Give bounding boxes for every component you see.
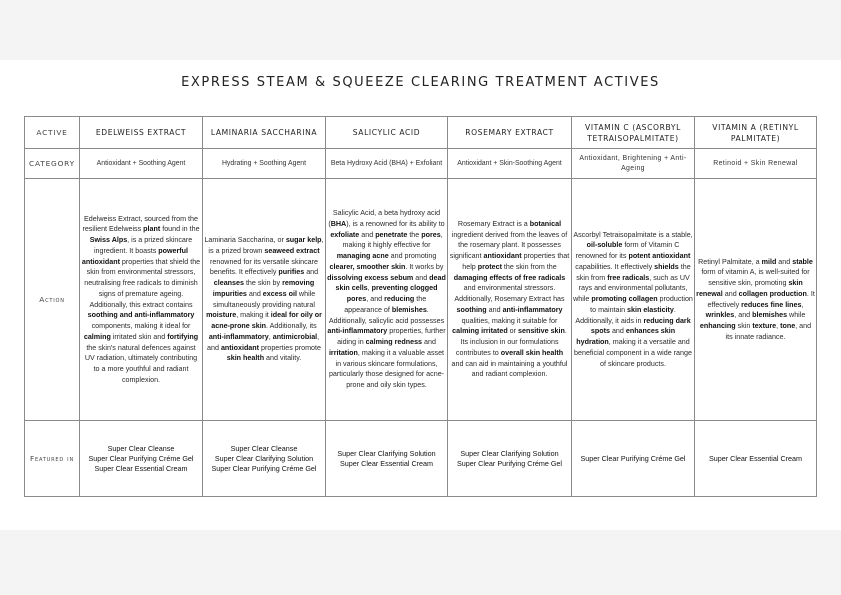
highlighted-term: Swiss Alps [89,236,128,244]
action-cell: Rosemary Extract is a botanical ingredient derived from the leaves of the rosemary plant. It possesses significant antioxidant properties that help protect the skin from the damaging effects of free radicals and environmental stressors. Additionally, Rosemary Extract has soothing and anti-inflammatory qualities, making it suitable for calming irritated or sensitive skin. Its inclusion in our formulations contributes to overall skin health and can aid in maintaining a youthful and radiant complexion. [448,179,572,421]
highlighted-term: reducing dark spots [590,316,691,336]
row-label-active: ACTIVE [25,117,80,149]
highlighted-term: moisture [206,311,237,320]
highlighted-term: antioxidant [220,343,260,352]
page-title: EXPRESS STEAM & SQUEEZE CLEARING TREATMENT ACTIVES [181,75,660,90]
highlighted-term: clearer, smoother skin [329,262,406,271]
highlighted-term: overall skin health [500,348,564,357]
highlighted-term: irritation [328,348,358,357]
column-header: EDELWEISS EXTRACT [80,117,203,149]
highlighted-term: antioxidant [483,252,522,261]
highlighted-term: removing impurities [212,279,315,298]
product-name: Super Clear Essential Cream [708,453,803,463]
highlighted-term: calming [83,332,111,341]
action-cell: Laminaria Saccharina, or sugar kelp, is a prized brown seaweed extract renowned for its versatile skincare benefits. It effectively purifies and cleanses the skin by removing impurities and excess oil while simultaneously providing natural moisture, making it ideal for oily or acne-prone skin. Additionally, its anti-inflammatory, antimicrobial, and antioxidant properties promote skin health and vitality. [203,179,326,421]
highlighted-term: blemishes [391,305,427,314]
highlighted-term: reducing [384,295,415,304]
product-name: Super Clear Clarifying Solution [460,448,559,458]
featured-cell [572,421,695,497]
product-name: Super Clear Purifying Créme Gel [211,463,317,473]
highlighted-term: BHA [330,219,347,228]
category-row [25,149,817,179]
category-cell: Antioxidant + Skin-Soothing Agent [448,149,572,179]
product-name: Super Clear Essential Cream [339,458,434,468]
highlighted-term: texture [752,322,777,330]
highlighted-term: anti-inflammatory [208,332,269,341]
category-cell: Antioxidant + Soothing Agent [80,149,203,179]
highlighted-term: enhances skin hydration [576,327,676,347]
highlighted-term: purifies [278,268,305,277]
row-label-category: CATEGORY [25,149,80,179]
highlighted-term: enhancing [699,322,736,330]
highlighted-term: exfoliate [330,230,360,239]
product-name: Super Clear Cleanse [107,443,175,453]
highlighted-term: tone [780,322,796,330]
highlighted-term: antimicrobial [272,332,318,341]
highlighted-term: free radicals [607,273,650,282]
category-cell: Beta Hydroxy Acid (BHA) + Exfoliant [326,149,448,179]
highlighted-term: cleanses [213,279,244,287]
featured-cell [203,421,326,497]
highlighted-term: skin renewal [696,279,803,298]
highlighted-term: sensitive skin [518,327,565,336]
highlighted-term: powerful antioxidant [81,246,189,266]
product-name: Super Clear Purifying Créme Gel [456,458,563,468]
product-name: Super Clear Essential Cream [94,463,188,473]
featured-cell [448,421,572,497]
highlighted-term: reduces fine lines [741,300,802,309]
column-header: VITAMIN A (RETINYL PALMITATE) [695,117,817,149]
highlighted-term: oil-soluble [586,241,623,250]
highlighted-term: soothing [456,305,487,314]
highlighted-term: anti-inflammatory [502,305,563,314]
product-name: Super Clear Clarifying Solution [214,453,314,463]
action-cell: Ascorbyl Tetraisopalmitate is a stable, oil-soluble form of Vitamin C renowned for its potent antioxidant capabilities. It effectively shields the skin from free radicals, such as UV rays and environmental pollutants, while promoting collagen production to maintain skin elasticity. Additionally, it aids in reducing dark spots and enhances skin hydration, making it a versatile and beneficial component in a wide range of skincare products. [572,179,695,421]
highlighted-term: preventing clogged pores [346,284,438,304]
highlighted-term: shields [654,262,679,271]
product-name: Super Clear Cleanse [230,443,298,453]
highlighted-term: promoting collagen [591,295,658,304]
category-cell: Antioxidant, Brightening + Anti-Ageing [572,149,695,179]
column-header: SALICYLIC ACID [326,117,448,149]
product-name: Super Clear Purifying Créme Gel [580,453,686,463]
featured-cell [80,421,203,497]
category-cell: Hydrating + Soothing Agent [203,149,326,179]
actives-table [24,116,817,497]
category-cell: Retinoid + Skin Renewal [695,149,817,179]
highlighted-term: botanical [529,219,562,228]
product-name: Super Clear Clarifying Solution [337,448,436,458]
product-name: Super Clear Purifying Créme Gel [88,453,194,463]
highlighted-term: calming irritated [452,327,508,336]
highlighted-term: skin health [226,354,265,363]
highlighted-term: damaging effects of free radicals [453,273,566,282]
highlighted-term: dead skin cells [335,273,446,293]
highlighted-term: protect [477,262,502,271]
highlighted-term: soothing and anti-inflammatory [87,311,195,320]
featured-row [25,421,817,497]
featured-cell [326,421,448,497]
column-header: LAMINARIA SACCHARINA [203,117,326,149]
highlighted-term: excess oil [262,289,297,298]
highlighted-term: wrinkles [705,311,735,320]
highlighted-term: anti-inflammatory [327,327,388,336]
highlighted-term: collagen production [738,289,807,298]
highlighted-term: dissolving excess sebum [327,273,414,282]
highlighted-term: sugar kelp [285,236,322,244]
action-row [25,179,817,421]
row-label-action: Action [25,179,80,421]
highlighted-term: skin elasticity [627,305,674,314]
highlighted-term: stable [792,257,813,266]
action-cell: Salicylic Acid, a beta hydroxy acid (BHA), is a renowned for its ability to exfoliate and penetrate the pores, making it highly effective for managing acne and promoting clearer, smoother skin. It works by dissolving excess sebum and dead skin cells, preventing clogged pores, and reducing the appearance of blemishes. Additionally, salicylic acid possesses anti-inflammatory properties, further aiding in calming redness and irritation, making it a valuable asset in various skincare formulations, particularly those designed for acne-prone and oily skin types. [326,179,448,421]
highlighted-term: managing acne [336,252,389,261]
highlighted-term: fortifying [167,332,199,341]
column-header: ROSEMARY EXTRACT [448,117,572,149]
row-label-featured: Featured in [25,421,80,497]
table-header-row [25,117,817,149]
highlighted-term: pores [421,230,441,239]
highlighted-term: seaweed extract [264,246,320,255]
action-cell: Retinyl Palmitate, a mild and stable form of vitamin A, is well-suited for sensitive skin, promoting skin renewal and collagen production. It effectively reduces fine lines, wrinkles, and blemishes while enhancing skin texture, tone, and its innate radiance. [695,179,817,421]
highlighted-term: calming redness [365,338,423,347]
highlighted-term: blemishes [752,311,788,320]
highlighted-term: ideal for oily or acne-prone skin [211,311,322,330]
column-header: VITAMIN C (ASCORBYL TETRAISOPALMITATE) [572,117,695,149]
highlighted-term: mild [761,257,777,266]
highlighted-term: potent antioxidant [628,252,691,261]
action-cell: Edelweiss Extract, sourced from the resilient Edelweiss plant found in the Swiss Alps, is a prized skincare ingredient. It boasts powerful antioxidant properties that shield the skin from environmental stressors, neutralising free radicals to diminish signs of premature ageing. Additionally, this extract contains soothing and anti-inflammatory components, making it ideal for calming irritated skin and fortifying the skin's natural defences against UV radiation, ultimately contributing to a more youthful and radiant complexion. [80,179,203,421]
featured-cell [695,421,817,497]
highlighted-term: penetrate [375,230,408,239]
highlighted-term: plant [143,225,161,234]
